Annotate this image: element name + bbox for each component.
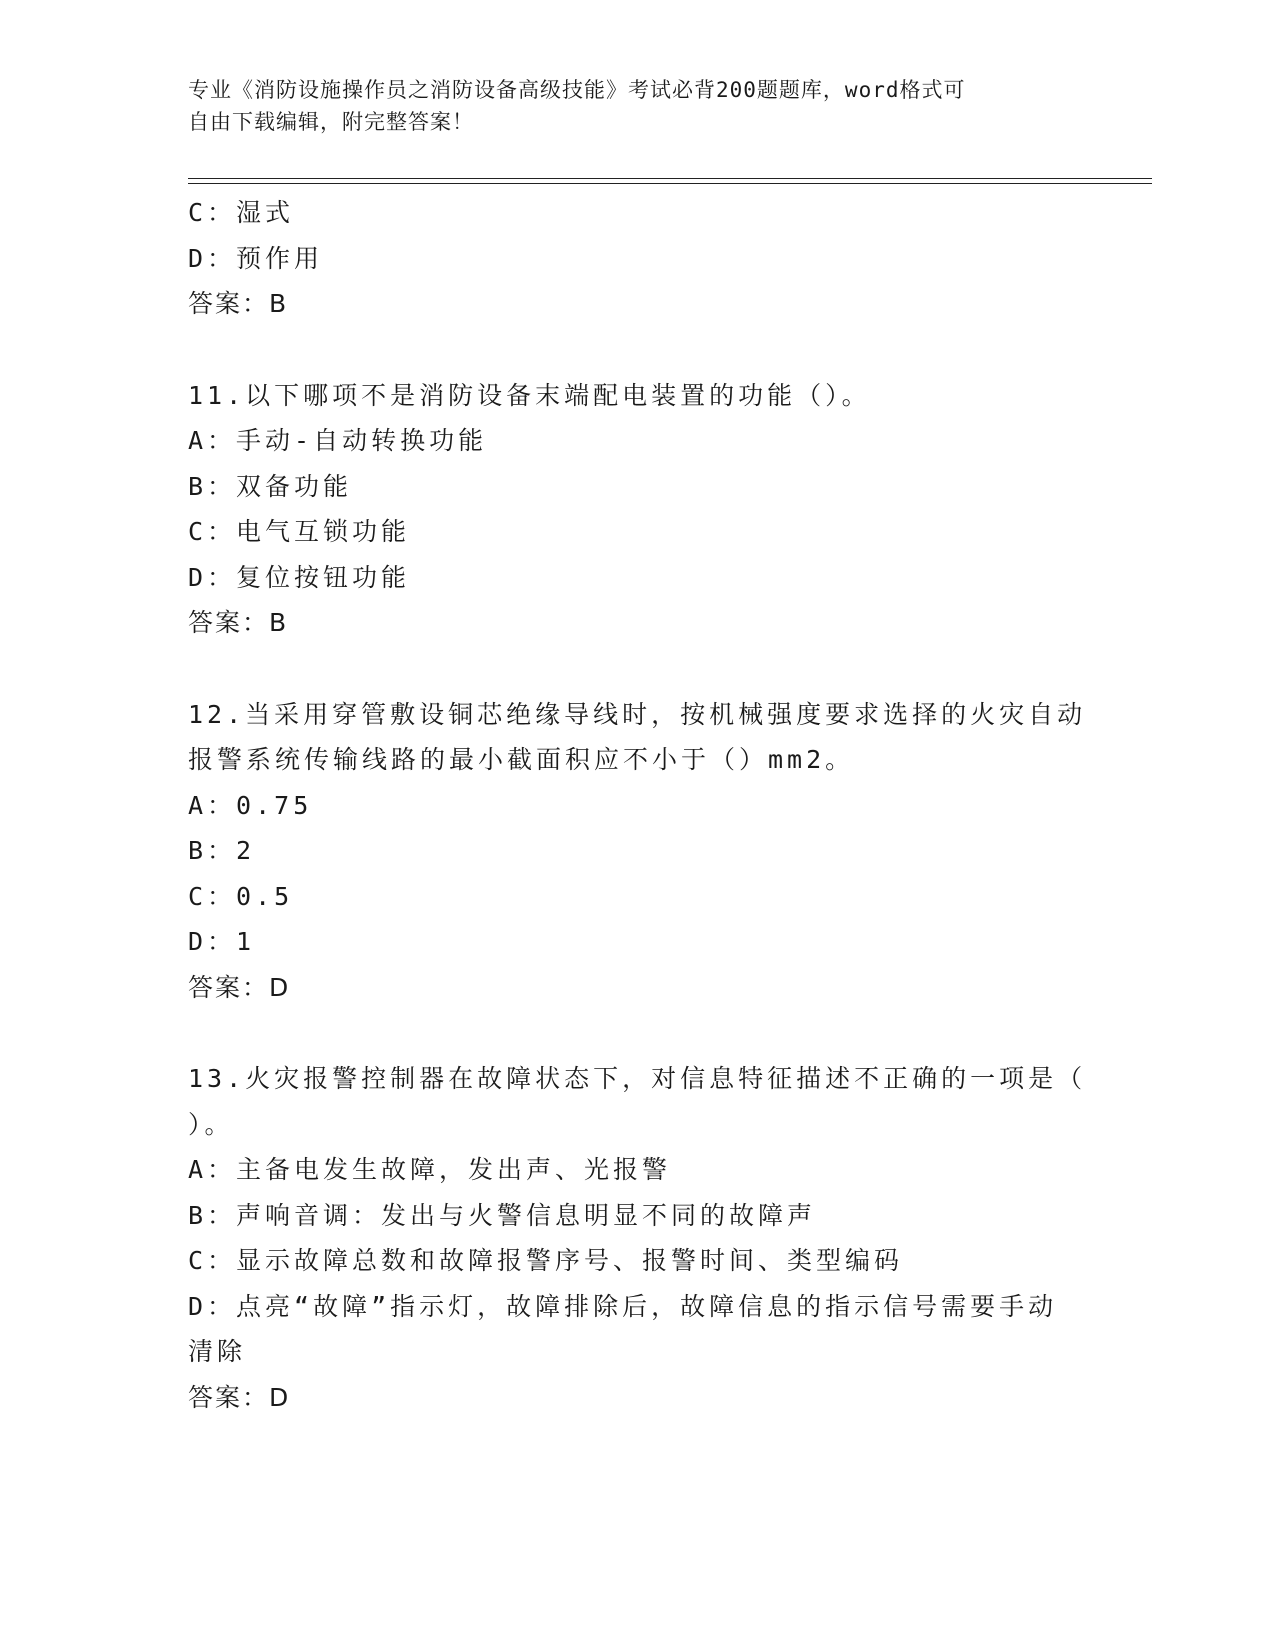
- answer-line: 答案：B: [188, 608, 289, 637]
- header-line-2: 自由下载编辑，附完整答案！: [188, 110, 474, 134]
- question-13-block: [188, 1056, 1088, 1420]
- option-d: D：点亮“故障”指示灯，故障排除后，故障信息的指示信号需要手动: [188, 1291, 1058, 1321]
- answer-line: 答案：D: [188, 972, 291, 1002]
- header-rule-top: [188, 178, 1152, 179]
- question-text: 13.火灾报警控制器在故障状态下，对信息特征描述不正确的一项是（: [188, 1064, 1087, 1093]
- option-a: A：手动-自动转换功能: [188, 426, 488, 455]
- option-b: B：2: [188, 836, 256, 865]
- answer-line: 答案：B: [188, 289, 289, 318]
- document-header: [188, 74, 1088, 138]
- option-b: B：双备功能: [188, 471, 353, 501]
- option-a: A：主备电发生故障，发出声、光报警: [188, 1155, 672, 1184]
- header-rule-bottom: [188, 183, 1152, 184]
- question-11-block: [188, 373, 1088, 646]
- question-text-cont: 报警系统传输线路的最小截面积应不小于（）mm2。: [188, 745, 855, 774]
- question-text: 11.以下哪项不是消防设备末端配电装置的功能（）。: [188, 380, 871, 410]
- option-c: C：湿式: [188, 198, 295, 227]
- question-text: 12.当采用穿管敷设铜芯绝缘导线时，按机械强度要求选择的火灾自动: [188, 699, 1087, 729]
- option-a: A：0.75: [188, 790, 313, 820]
- question-text-cont: ）。: [188, 1109, 234, 1139]
- option-b: B：声响音调：发出与火警信息明显不同的故障声: [188, 1200, 817, 1230]
- option-c: C：0.5: [188, 881, 294, 911]
- option-d: D：预作用: [188, 243, 324, 273]
- answer-line: 答案：D: [188, 1382, 291, 1412]
- option-d: D：复位按钮功能: [188, 562, 411, 592]
- option-d-cont: 清除: [188, 1337, 247, 1366]
- option-d: D：1: [188, 927, 256, 956]
- option-c: C：电气互锁功能: [188, 517, 411, 546]
- question-12-block: [188, 692, 1088, 1011]
- question-content: [188, 190, 1088, 1420]
- header-line-1: 专业《消防设施操作员之消防设备高级技能》考试必背200题题库，word格式可: [188, 78, 966, 102]
- option-c: C：显示故障总数和故障报警序号、报警时间、类型编码: [188, 1246, 904, 1275]
- prev-question-block: [188, 190, 1088, 327]
